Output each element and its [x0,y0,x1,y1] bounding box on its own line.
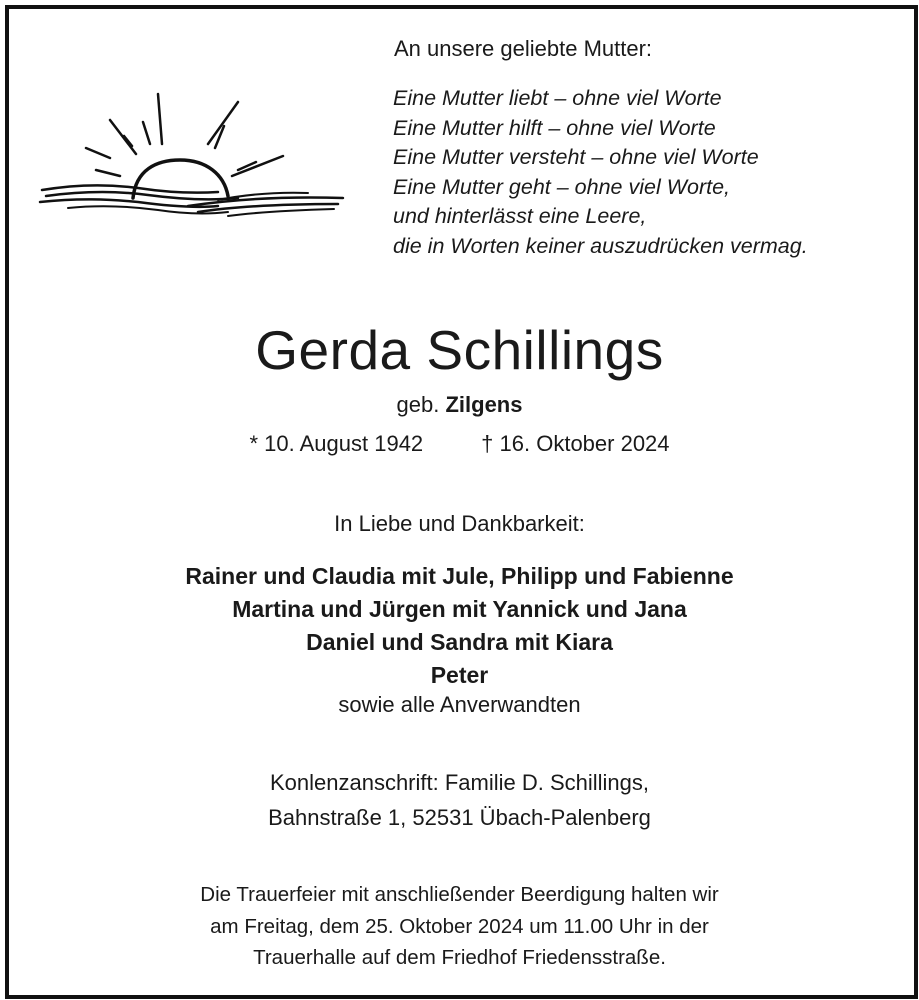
poem-line: Eine Mutter liebt – ohne viel Worte [393,86,722,110]
mourner-families [0,560,919,692]
condolence-address [0,765,919,835]
poem-line: Eine Mutter geht – ohne viel Worte, [393,174,731,199]
poem-line: und hinterlässt eine Leere, [393,204,647,228]
sunset-icon [38,88,348,228]
family-line: Rainer und Claudia mit Jule, Philipp und Fabienne [185,563,734,589]
family-line: Martina und Jürgen mit Yannick und Jana [232,596,687,622]
poem-line: Eine Mutter versteht – ohne viel Worte [393,145,759,169]
address-line: Konlenzanschrift: Familie D. Schillings, [269,770,650,795]
family-line: Daniel und Sandra mit Kiara [306,629,613,655]
maiden-name [0,392,919,418]
poem-line: Eine Mutter hilft – ohne viel Worte [393,115,716,140]
maiden-surname: Zilgens [445,392,523,417]
life-dates [0,431,919,457]
relatives-line: sowie alle Anverwandten [338,692,581,717]
poem [393,84,808,261]
poem-intro: An unsere geliebte Mutter: [394,36,653,61]
service-line: am Freitag, dem 25. Oktober 2024 um 11.00 Uhr in der [210,914,709,938]
deceased-name: Gerda Schillings [255,319,664,381]
birth-date: * 10. August 1942 [249,431,424,456]
service-line: Die Trauerfeier mit anschließender Beerdigung halten wir [200,883,719,906]
family-line: Peter [430,662,489,688]
funeral-service-info [0,879,919,974]
address-line: Bahnstraße 1, 52531 Übach-Palenberg [268,805,651,830]
poem-line: die in Worten keiner auszudrücken vermag. [393,233,808,258]
mourners-intro: In Liebe und Dankbarkeit: [334,511,585,536]
service-line: Trauerhalle auf dem Friedhof Friedensstraße. [253,946,666,969]
death-date: † 16. Oktober 2024 [481,431,670,456]
maiden-prefix: geb. [396,392,440,417]
